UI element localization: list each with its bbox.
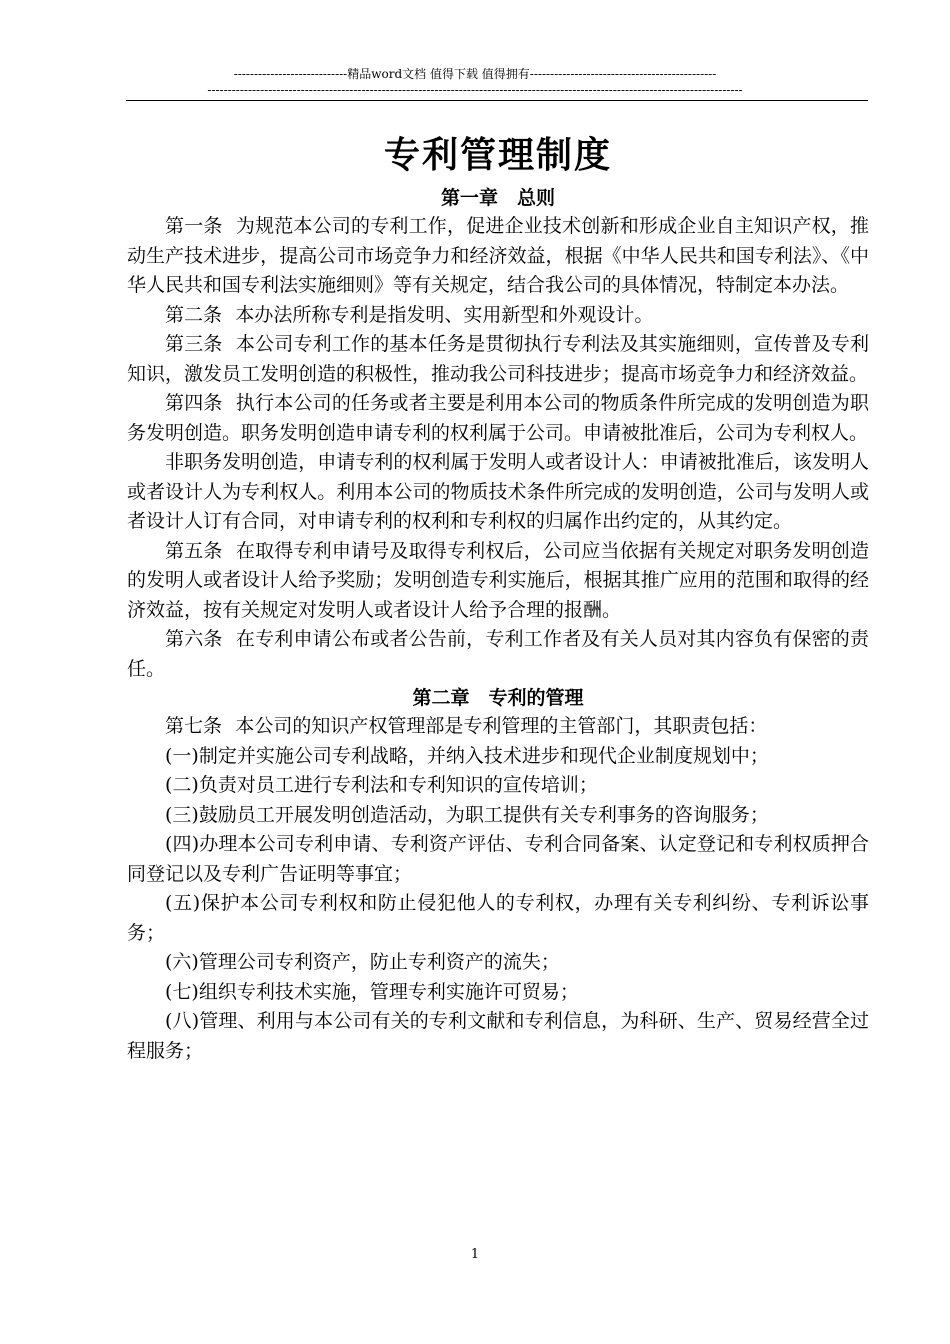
document-title: 专利管理制度 <box>383 134 612 176</box>
document-body <box>127 126 869 1066</box>
article-paragraph <box>127 389 869 448</box>
list-item-text: (一)制定并实施公司专利战略，并纳入技术进步和现代企业制度规划中； <box>165 744 769 767</box>
article-paragraph <box>127 712 869 742</box>
paragraph-text: 非职务发明创造，申请专利的权利属于发明人或者设计人：申请被批准后，该发明人或者设计人为专利权人。利用本公司的物质技术条件所完成的发明创造，公司与发明人或者设计人订有合同，对申请专利的权利和专利权的归属作出约定的，从其约定。 <box>127 451 869 532</box>
body-paragraph <box>127 448 869 537</box>
list-item <box>127 889 869 948</box>
article-paragraph <box>127 212 869 301</box>
list-item <box>127 830 869 889</box>
list-item <box>127 771 869 801</box>
article-text: 执行本公司的任务或者主要是利用本公司的物质条件所完成的发明创造为职务发明创造。职务发明创造申请专利的权利属于公司。申请被批准后，公司为专利权人。 <box>127 392 869 444</box>
article-text: 在专利申请公布或者公告前，专利工作者及有关人员对其内容负有保密的责任。 <box>127 628 869 680</box>
article-paragraph <box>127 537 869 626</box>
article-text: 为规范本公司的专利工作，促进企业技术创新和形成企业自主知识产权，推动生产技术进步，提高公司市场竞争力和经济效益，根据《中华人民共和国专利法》、《中华人民共和国专利法实施细则》等有关规定，结合我公司的具体情况，特制定本办法。 <box>127 215 869 296</box>
article-number: 第四条 <box>165 392 223 414</box>
page-number: 1 <box>470 1247 480 1262</box>
page-header-dashes: ------------------------------------------------------------------------------------------------------------------------------------ <box>207 84 743 96</box>
list-item-text: (四)办理本公司专利申请、专利资产评估、专利合同备案、认定登记和专利权质押合同登记以及专利广告证明等事宜； <box>127 833 869 885</box>
chapter-heading: 第二章 专利的管理 <box>412 687 584 709</box>
article-number: 第七条 <box>165 715 223 737</box>
list-item <box>127 978 869 1008</box>
list-item-text: (七)组织专利技术实施，管理专利实施许可贸易； <box>165 980 579 1003</box>
article-text: 本公司专利工作的基本任务是贯彻执行专利法及其实施细则，宣传普及专利知识，激发员工发明创造的积极性，推动我公司科技进步；提高市场竞争力和经济效益。 <box>127 333 869 385</box>
article-number: 第五条 <box>165 539 223 562</box>
article-paragraph <box>127 330 869 389</box>
list-item <box>127 801 869 831</box>
article-text: 本公司的知识产权管理部是专利管理的主管部门，其职责包括： <box>235 715 768 737</box>
chapter-heading: 第一章 总则 <box>440 187 555 209</box>
header-rule <box>126 100 868 101</box>
list-item <box>127 1007 869 1066</box>
list-item-text: (五)保护本公司专利权和防止侵犯他人的专利权，办理有关专利纠纷、专利诉讼事务； <box>127 892 869 944</box>
list-item-text: (三)鼓励员工开展发明创造活动，为职工提供有关专利事务的咨询服务； <box>165 803 769 826</box>
article-number: 第六条 <box>165 628 223 650</box>
list-item <box>127 948 869 978</box>
article-number: 第三条 <box>165 333 223 355</box>
article-paragraph <box>127 625 869 684</box>
article-text: 本办法所称专利是指发明、实用新型和外观设计。 <box>235 303 654 326</box>
page-header: ----------------------------精品word文档 值得下载 值得拥有---------------------------------------------- <box>233 67 717 81</box>
article-number: 第二条 <box>165 303 223 326</box>
list-item <box>127 742 869 772</box>
article-number: 第一条 <box>165 215 223 237</box>
list-item-text: (二)负责对员工进行专利法和专利知识的宣传培训； <box>165 774 598 796</box>
article-paragraph <box>127 301 869 331</box>
list-item-text: (六)管理公司专利资产，防止专利资产的流失； <box>165 951 560 973</box>
list-item-text: (八)管理、利用与本公司有关的专利文献和专利信息，为科研、生产、贸易经营全过程服务； <box>127 1010 869 1062</box>
article-text: 在取得专利申请号及取得专利权后，公司应当依据有关规定对职务发明创造的发明人或者设计人给予奖励；发明创造专利实施后，根据其推广应用的范围和取得的经济效益，按有关规定对发明人或者设计人给予合理的报酬。 <box>127 539 869 621</box>
